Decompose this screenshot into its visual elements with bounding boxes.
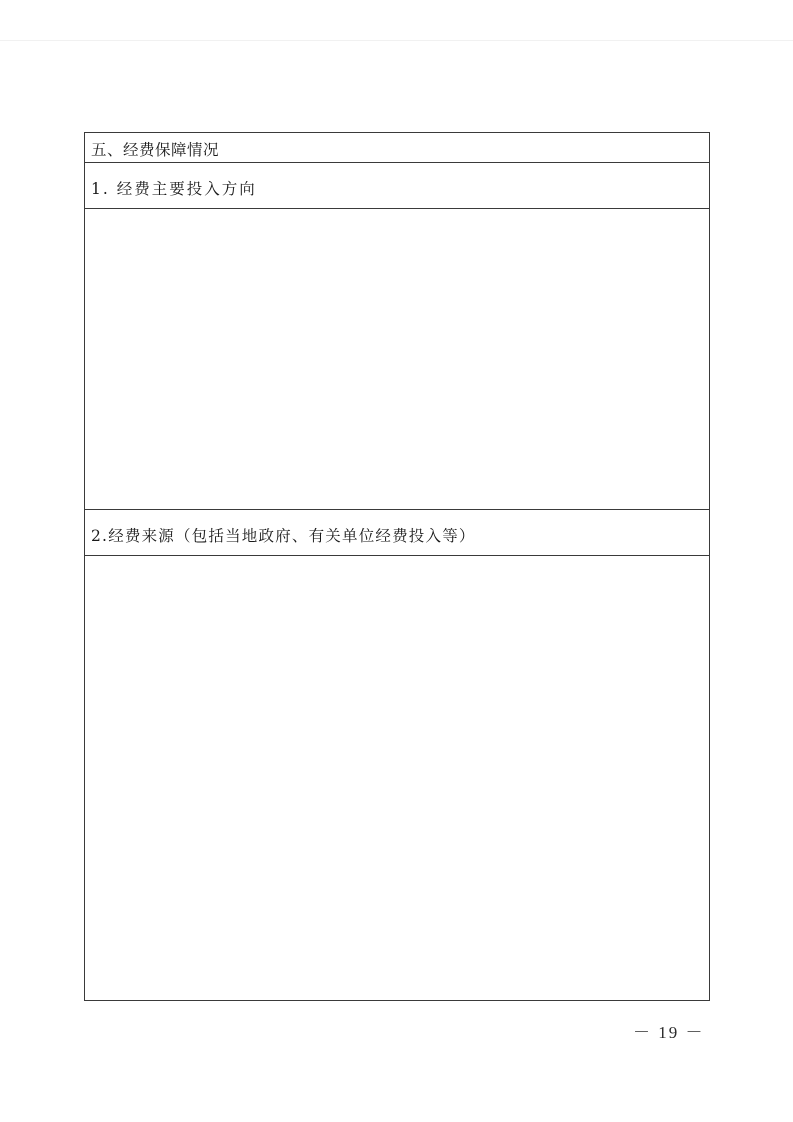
- funding-form-table: [84, 132, 710, 1001]
- answer-area-funding-source[interactable]: [85, 556, 709, 1000]
- answer-area-investment-direction[interactable]: [85, 209, 709, 510]
- section-header-row: [85, 133, 709, 163]
- question-label-funding-source: 2.经费来源（包括当地政府、有关单位经费投入等）: [91, 527, 476, 545]
- question-row-1: [85, 163, 709, 209]
- page-top-edge: [0, 40, 793, 41]
- page-number: － 19 －: [633, 1023, 705, 1042]
- section-title: 五、经费保障情况: [91, 141, 220, 159]
- question-label-investment-direction: 1. 经费主要投入方向: [91, 180, 257, 198]
- question-row-2: [85, 510, 709, 556]
